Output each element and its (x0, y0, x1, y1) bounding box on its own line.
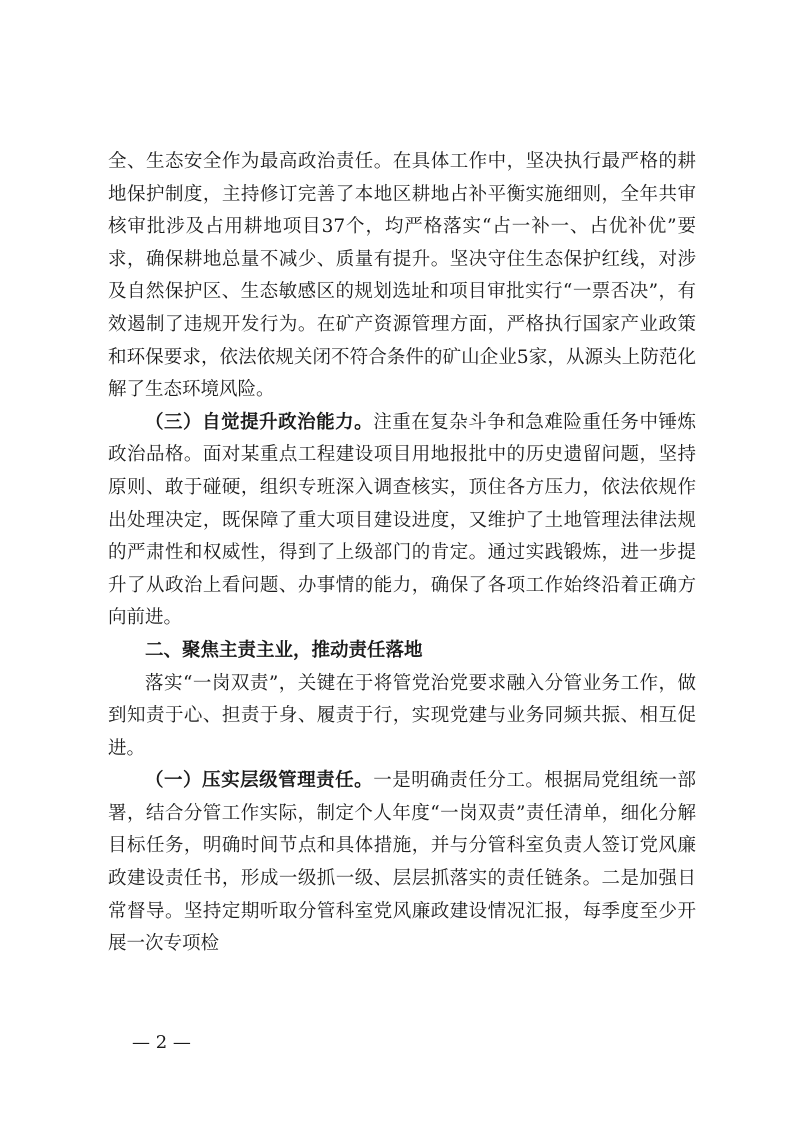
paragraph-ecology: 全、生态安全作为最高政治责任。在具体工作中，坚决执行最严格的耕地保护制度，主持修订完善了本地区耕地占补平衡实施细则，全年共审核审批涉及占用耕地项目37个，均严格落实“占一补一、占优补优”要求，确保耕地总量不减少、质量有提升。坚决守住生态保护红线，对涉及自然保护区、生态敏感区的规划选址和项目审批实行“一票否决”，有效遏制了违规开发行为。在矿产资源管理方面，严格执行国家产业政策和环保要求，依法依规关闭不符合条件的矿山企业5家，从源头上防范化解了生态环境风险。 (108, 151, 696, 401)
paragraph-political-ability (108, 407, 696, 635)
document-body (108, 146, 696, 961)
paragraph-management-responsibility (108, 765, 696, 961)
section-lead-1: （一）压实层级管理责任。 (145, 770, 374, 792)
paragraph-one-post-two-duties: 落实“一岗双责”，关键在于将管党治党要求融入分管业务工作，做到知责于心、担责于身、履责于行，实现党建与业务同频共振、相互促进。 (108, 672, 696, 759)
paragraph-body: 注重在复杂斗争和急难险重任务中锤炼政治品格。面对某重点工程建设项目用地报批中的历史遗留问题，坚持原则、敢于碰硬，组织专班深入调查核实，顶住各方压力，依法依规作出处理决定，既保障了重大项目建设进度，又维护了土地管理法律法规的严肃性和权威性，得到了上级部门的肯定。通过实践锻炼，进一步提升了从政治上看问题、办事情的能力，确保了各项工作始终沿着正确方向前进。 (108, 411, 696, 629)
paragraph-body: 一是明确责任分工。根据局党组统一部署，结合分管工作实际，制定个人年度“一岗双责”责任清单，细化分解目标任务，明确时间节点和具体措施，并与分管科室负责人签订党风廉政建设责任书，形成一级抓一级、层层抓落实的责任链条。二是加强日常督导。坚持定期听取分管科室党风廉政建设情况汇报，每季度至少开展一次专项检 (108, 770, 696, 955)
section-lead-3: （三）自觉提升政治能力。 (145, 411, 374, 433)
page-number: — 2 — (132, 1032, 191, 1053)
section-heading-2: 二、聚焦主责主业，推动责任落地 (145, 639, 423, 661)
